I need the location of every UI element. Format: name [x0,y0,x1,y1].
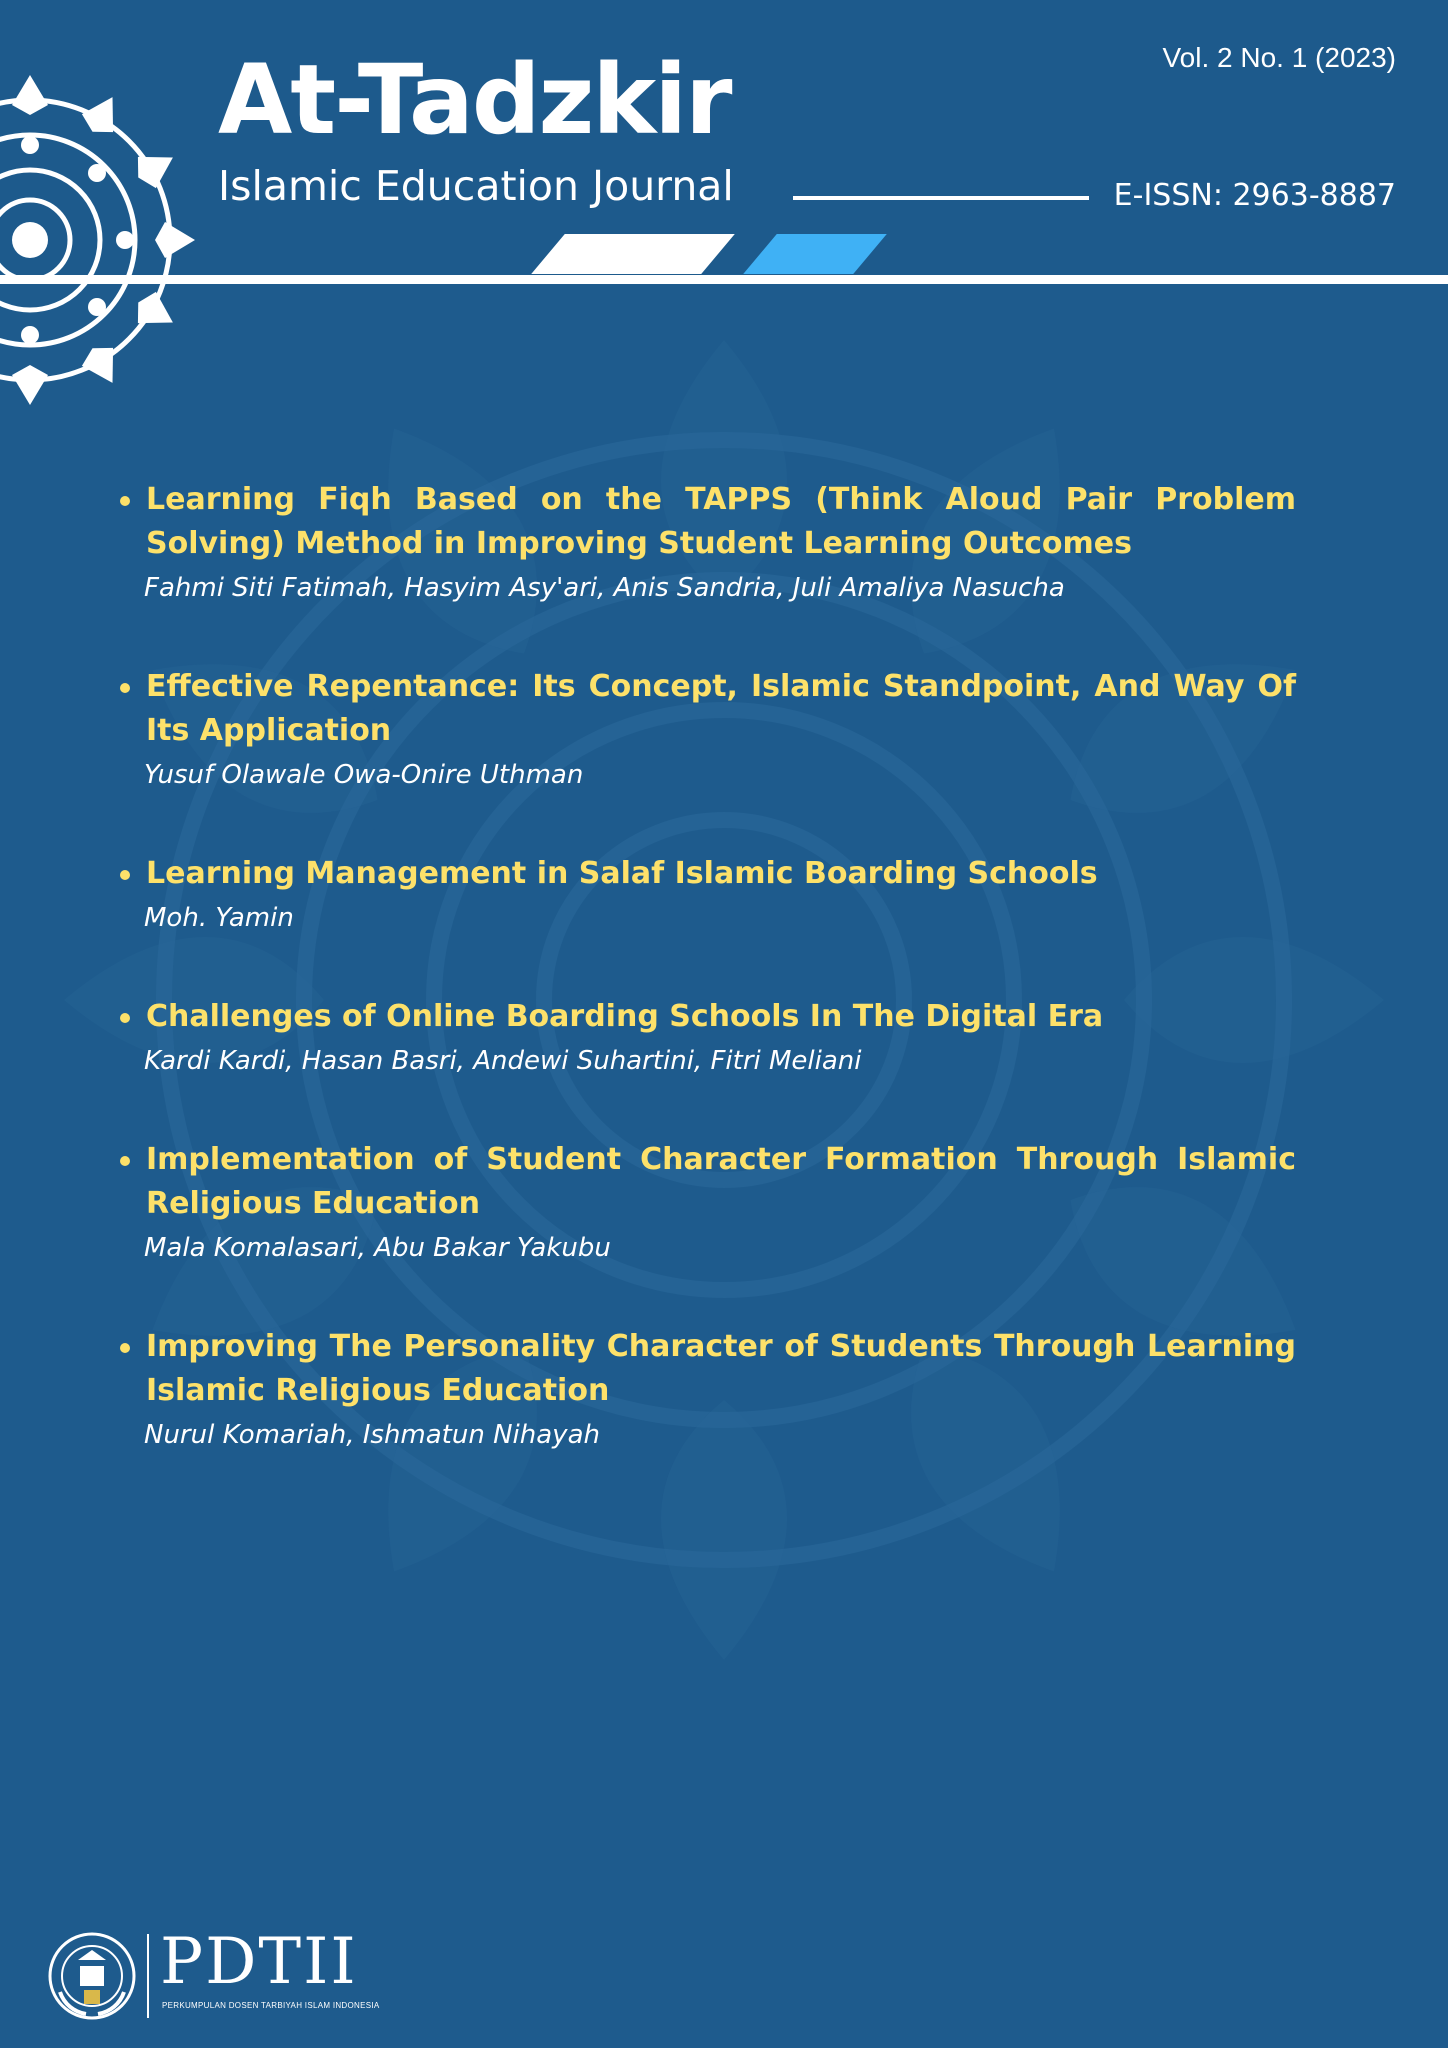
article-title: Learning Fiqh Based on the TAPPS (Think Aloud Pair Problem Solving) Method in Improving Student Learning Outcomes [146,482,1296,561]
subtitle-divider [793,196,1089,200]
mandala-emblem-icon [0,60,210,420]
bullet-icon [120,1156,130,1166]
article-item [116,852,1296,936]
article-item [116,665,1296,793]
article-title: Effective Repentance: Its Concept, Islamic Standpoint, And Way Of Its Application [146,669,1296,748]
article-item [116,1325,1296,1453]
article-authors: Yusuf Olawale Owa-Onire Uthman [144,760,584,790]
article-title: Improving The Personality Character of Students Through Learning Islamic Religious Education [146,1329,1296,1408]
article-title: Learning Management in Salaf Islamic Boarding Schools [146,856,1098,891]
article-authors: Moh. Yamin [144,903,294,933]
article-authors: Nurul Komariah, Ishmatun Nihayah [144,1420,600,1450]
issn-number: E-ISSN: 2963-8887 [1113,178,1396,213]
pdtii-logo: PDTII [160,1925,358,1999]
article-item [116,1138,1296,1266]
article-item [116,478,1296,606]
article-authors: Mala Komalasari, Abu Bakar Yakubu [144,1233,611,1263]
article-authors: Fahmi Siti Fatimah, Hasyim Asy'ari, Anis Sandria, Juli Amaliya Nasucha [144,573,1065,603]
decorative-stripe-white [531,234,735,274]
journal-header [0,0,1448,275]
article-title: Implementation of Student Character Formation Through Islamic Religious Education [146,1142,1296,1221]
pdtii-logo-subtitle: PERKUMPULAN DOSEN TARBIYAH ISLAM INDONESIA [162,2001,380,2010]
article-title: Challenges of Online Boarding Schools In The Digital Era [146,999,1104,1034]
article-authors: Kardi Kardi, Hasan Basri, Andewi Suhartini, Fitri Meliani [144,1046,862,1076]
bullet-icon [120,496,130,506]
bullet-icon [120,683,130,693]
header-underline [0,275,1448,284]
journal-subtitle: Islamic Education Journal [218,162,734,210]
article-item [116,995,1296,1079]
decorative-stripe-blue [743,234,887,274]
pdtii-seal-icon [46,1930,138,2022]
footer-divider [147,1934,149,2018]
article-list [116,478,1296,1512]
bullet-icon [120,1343,130,1353]
bullet-icon [120,870,130,880]
volume-number: Vol. 2 No. 1 (2023) [1162,42,1396,73]
bullet-icon [120,1013,130,1023]
journal-title: At-Tadzkir [218,44,731,156]
